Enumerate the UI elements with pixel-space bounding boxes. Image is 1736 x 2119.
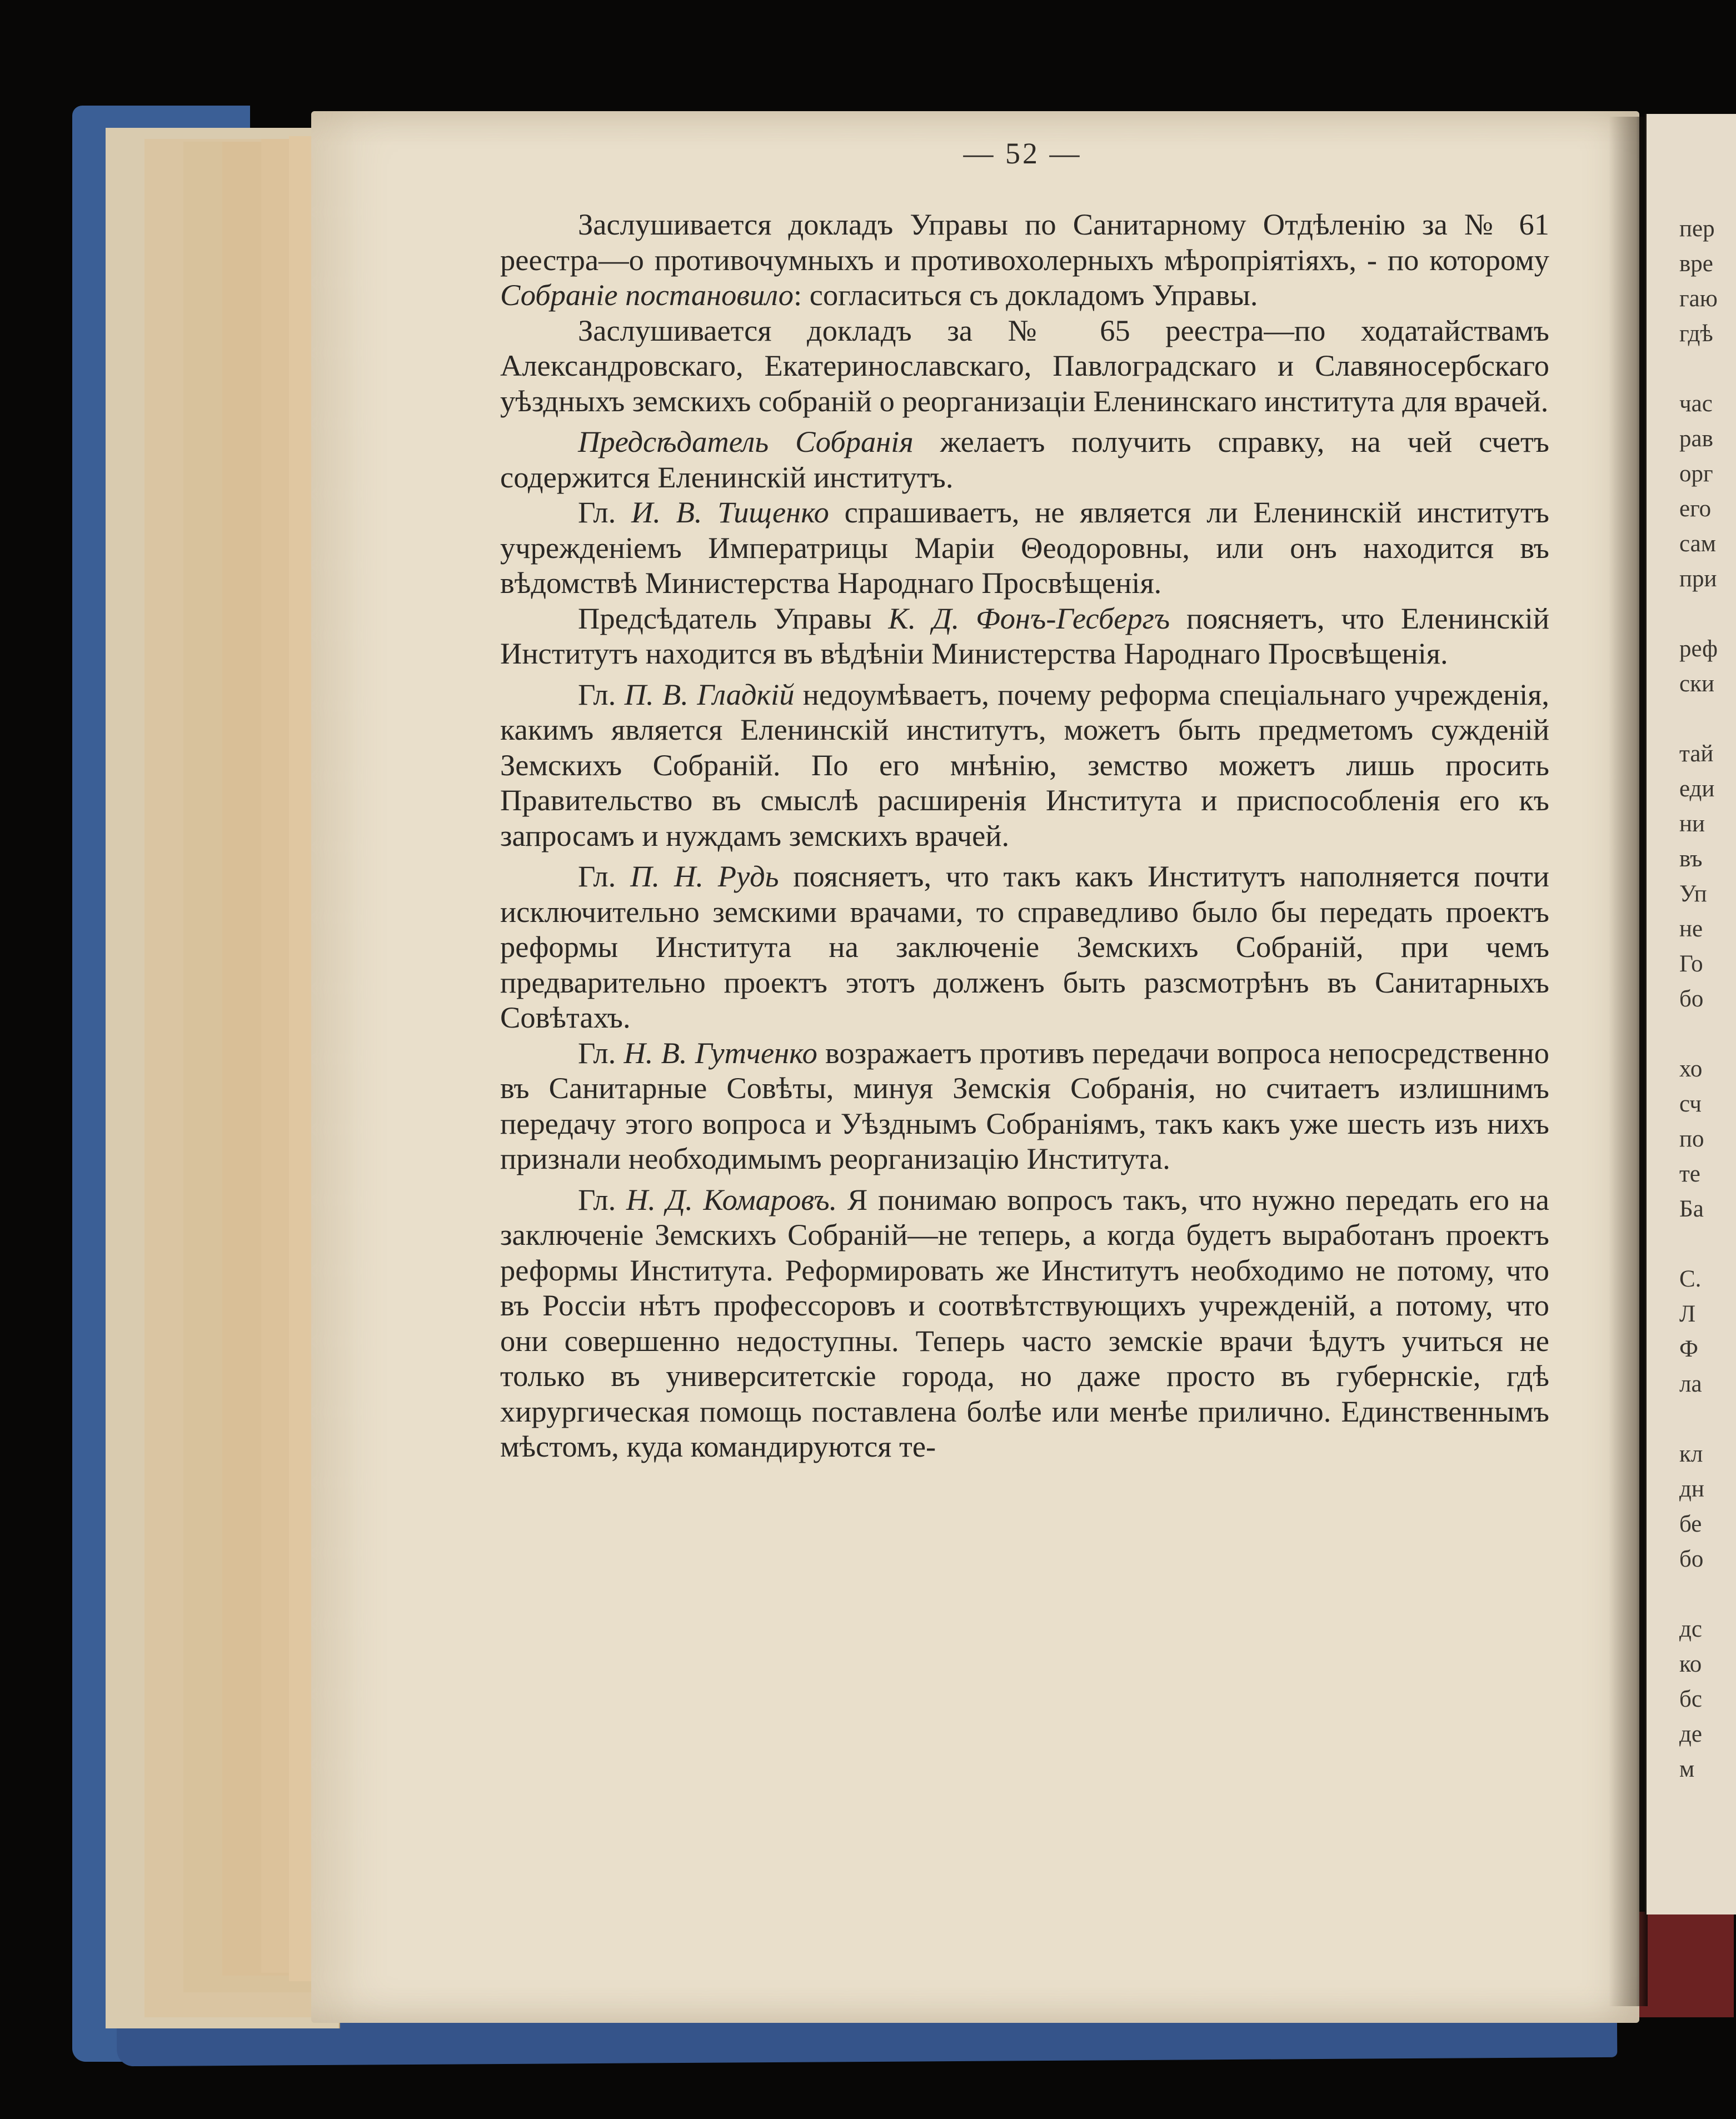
next-page-fragment: бо [1679,986,1704,1012]
paragraph-text: Гл. [578,677,625,711]
next-page-fragment: ски [1679,671,1714,697]
next-page-fragment: гдѣ [1679,321,1713,347]
next-page-fragment: не [1679,916,1703,942]
next-page-fragment: бс [1679,1686,1702,1712]
paragraph-text: Заслушивается докладъ за № 65 реестра—по ходатайствамъ Александровскаго, Екатеринославскаго, Павлоградскаго и Славяносербскаго уѣздныхъ земскихъ собраній о реорганизаціи Еленинскаго института для врачей. [500,313,1549,418]
paragraph-text: Гл. [578,495,631,529]
paragraph-text: : согласиться съ докладомъ Управы. [794,278,1258,312]
paragraph-text: Предсѣдатель Управы [578,601,889,635]
paragraph-text: возражаетъ противъ передачи вопроса непосредственно въ Санитарные Совѣты, минуя Земскія Собранія, но считаетъ излишнимъ передачу этого вопроса и Уѣзднымъ Собраніямъ, такъ какъ уже шесть изъ нихъ признали необходимымъ реорганизацію Института. [500,1035,1549,1175]
next-page-fragment: по [1679,1126,1704,1152]
paragraph-text: поясняетъ, что Еленинскій Институтъ находится въ вѣдѣніи Министерства Народнаго Просвѣщенія. [500,601,1550,670]
next-page-fragment: де [1679,1721,1702,1747]
next-page-fragment: кл [1679,1441,1703,1467]
paragraph [500,313,1549,419]
paragraph-text: Гл. [578,859,631,893]
speaker-name: К. Д. Фонъ-Гесбергъ [888,601,1170,635]
next-page-fragment: ко [1679,1651,1702,1677]
speaker-name: П. Н. Рудь [630,859,779,893]
next-page-fragment: час [1679,391,1713,417]
next-page-fragment: вре [1679,251,1713,277]
paragraph-text: Заслушивается докладъ Управы по Санитарному Отдѣленію за № 61 реестра—о противочумныхъ и противохолерныхъ мѣропріятіяхъ, - по которому [500,207,1549,277]
next-page-fragment: тай [1679,741,1714,767]
next-page-fragment [1679,351,1736,386]
next-page-fragment: Л [1679,1301,1696,1327]
page-number: — 52 — [963,137,1082,170]
next-page-fragment [1679,1016,1736,1051]
paragraph [500,1035,1549,1176]
paragraph-text: недоумѣваетъ, почему реформа спеціальнаго учрежденія, какимъ является Еленинскій институтъ, можетъ быть предметомъ сужденій Земскихъ Собраній. По его мнѣнію, земство можетъ лишь просить Правительство въ смыслѣ расширенія Института и приспособленія его къ запросамъ и нуждамъ земскихъ врачей. [500,677,1550,852]
next-page-fragment: орг [1679,461,1713,487]
next-page-fragment: его [1679,496,1712,522]
next-page-fragment: Ба [1679,1196,1704,1222]
next-page-fragment: м [1679,1756,1695,1782]
paragraph [500,677,1549,854]
speaker-name: П. В. Гладкій [624,677,795,711]
next-page-fragment: сч [1679,1091,1702,1117]
next-page-fragment: бе [1679,1511,1702,1537]
next-page-fragment [1679,1226,1736,1262]
next-page-fragment: ла [1679,1371,1702,1397]
speaker-name: Н. Д. Комаровъ. [626,1182,837,1216]
next-page-fragment: въ [1679,846,1703,872]
speaker-name: Собраніе постановило [500,278,794,312]
paragraph [500,495,1549,601]
next-page-fragment: при [1679,566,1717,592]
paragraph [500,859,1549,1035]
paragraph [500,1182,1549,1464]
next-page-fragment: гаю [1679,286,1718,312]
next-page-fragment: рав [1679,426,1713,452]
next-page-fragment: Го [1679,951,1703,977]
next-page-fragment: бо [1679,1546,1704,1572]
next-page-fragment [1679,1577,1736,1612]
paragraph [500,601,1549,671]
paragraph [500,424,1549,495]
paragraph-text: Гл. [578,1035,624,1070]
paragraph-text: Я понимаю вопросъ такъ, что нужно передать его на заключеніе Земскихъ Собраній—не теперь, а когда будетъ выработанъ проектъ реформы Института. Реформировать же Институтъ необходимо не потому, что въ Россіи нѣтъ профессоровъ и соотвѣтствующихъ учрежденій, а потому, что они совершенно недоступны. Теперь часто земскіе врачи ѣдутъ учиться не только въ университетскіе города, но даже просто въ губернскіе, гдѣ хирургическая помощь поставлена болѣе или менѣе прилично. Единственнымъ мѣстомъ, куда командируются те- [500,1182,1549,1463]
next-page-fragment: хо [1679,1056,1703,1082]
paragraph-text: желаетъ получить справку, на чей счетъ содержится Еленинскій институтъ. [500,425,1549,494]
next-page-fragment: Уп [1679,881,1707,907]
next-page-fragment: те [1679,1161,1700,1187]
speaker-name: Н. В. Гутченко [623,1035,817,1070]
next-page-text [1679,211,1736,1787]
next-page-fragment: Ф [1679,1336,1698,1362]
book-gutter [1609,117,1648,2006]
paragraph-text: поясняетъ, что такъ какъ Институтъ наполняется почти исключительно земскими врачами, то справедливо было бы передать проектъ реформы Института на заключеніе Земскихъ Собраній, при чемъ предварительно проектъ этотъ долженъ быть разсмотрѣнъ въ Санитарныхъ Совѣтахъ. [500,859,1549,1034]
next-page-fragment: еди [1679,776,1715,802]
paragraph [500,207,1549,313]
page-body [500,207,1549,1464]
next-page-fragment: ни [1679,811,1705,837]
next-page-fragment: дс [1679,1616,1702,1642]
speaker-name: И. В. Тищенко [631,495,829,529]
next-page-fragment: С. [1679,1266,1702,1292]
next-page-fragment: пер [1679,216,1715,242]
next-page-fragment [1679,701,1736,736]
next-page-fragment: реф [1679,636,1718,662]
next-page-fragment: дн [1679,1476,1704,1502]
paragraph-text: Гл. [578,1182,626,1216]
next-page-fragment: сам [1679,531,1716,557]
speaker-name: Предсѣдатель Собранія [578,425,914,458]
next-page-fragment [1679,596,1736,631]
next-page-fragment [1679,1402,1736,1437]
paragraph-text: спрашиваетъ, не является ли Еленинскій институтъ учрежденіемъ Императрицы Маріи Θеодоровны, или онъ находится въ вѣдомствѣ Министерства Народнаго Просвѣщенія. [500,495,1549,600]
